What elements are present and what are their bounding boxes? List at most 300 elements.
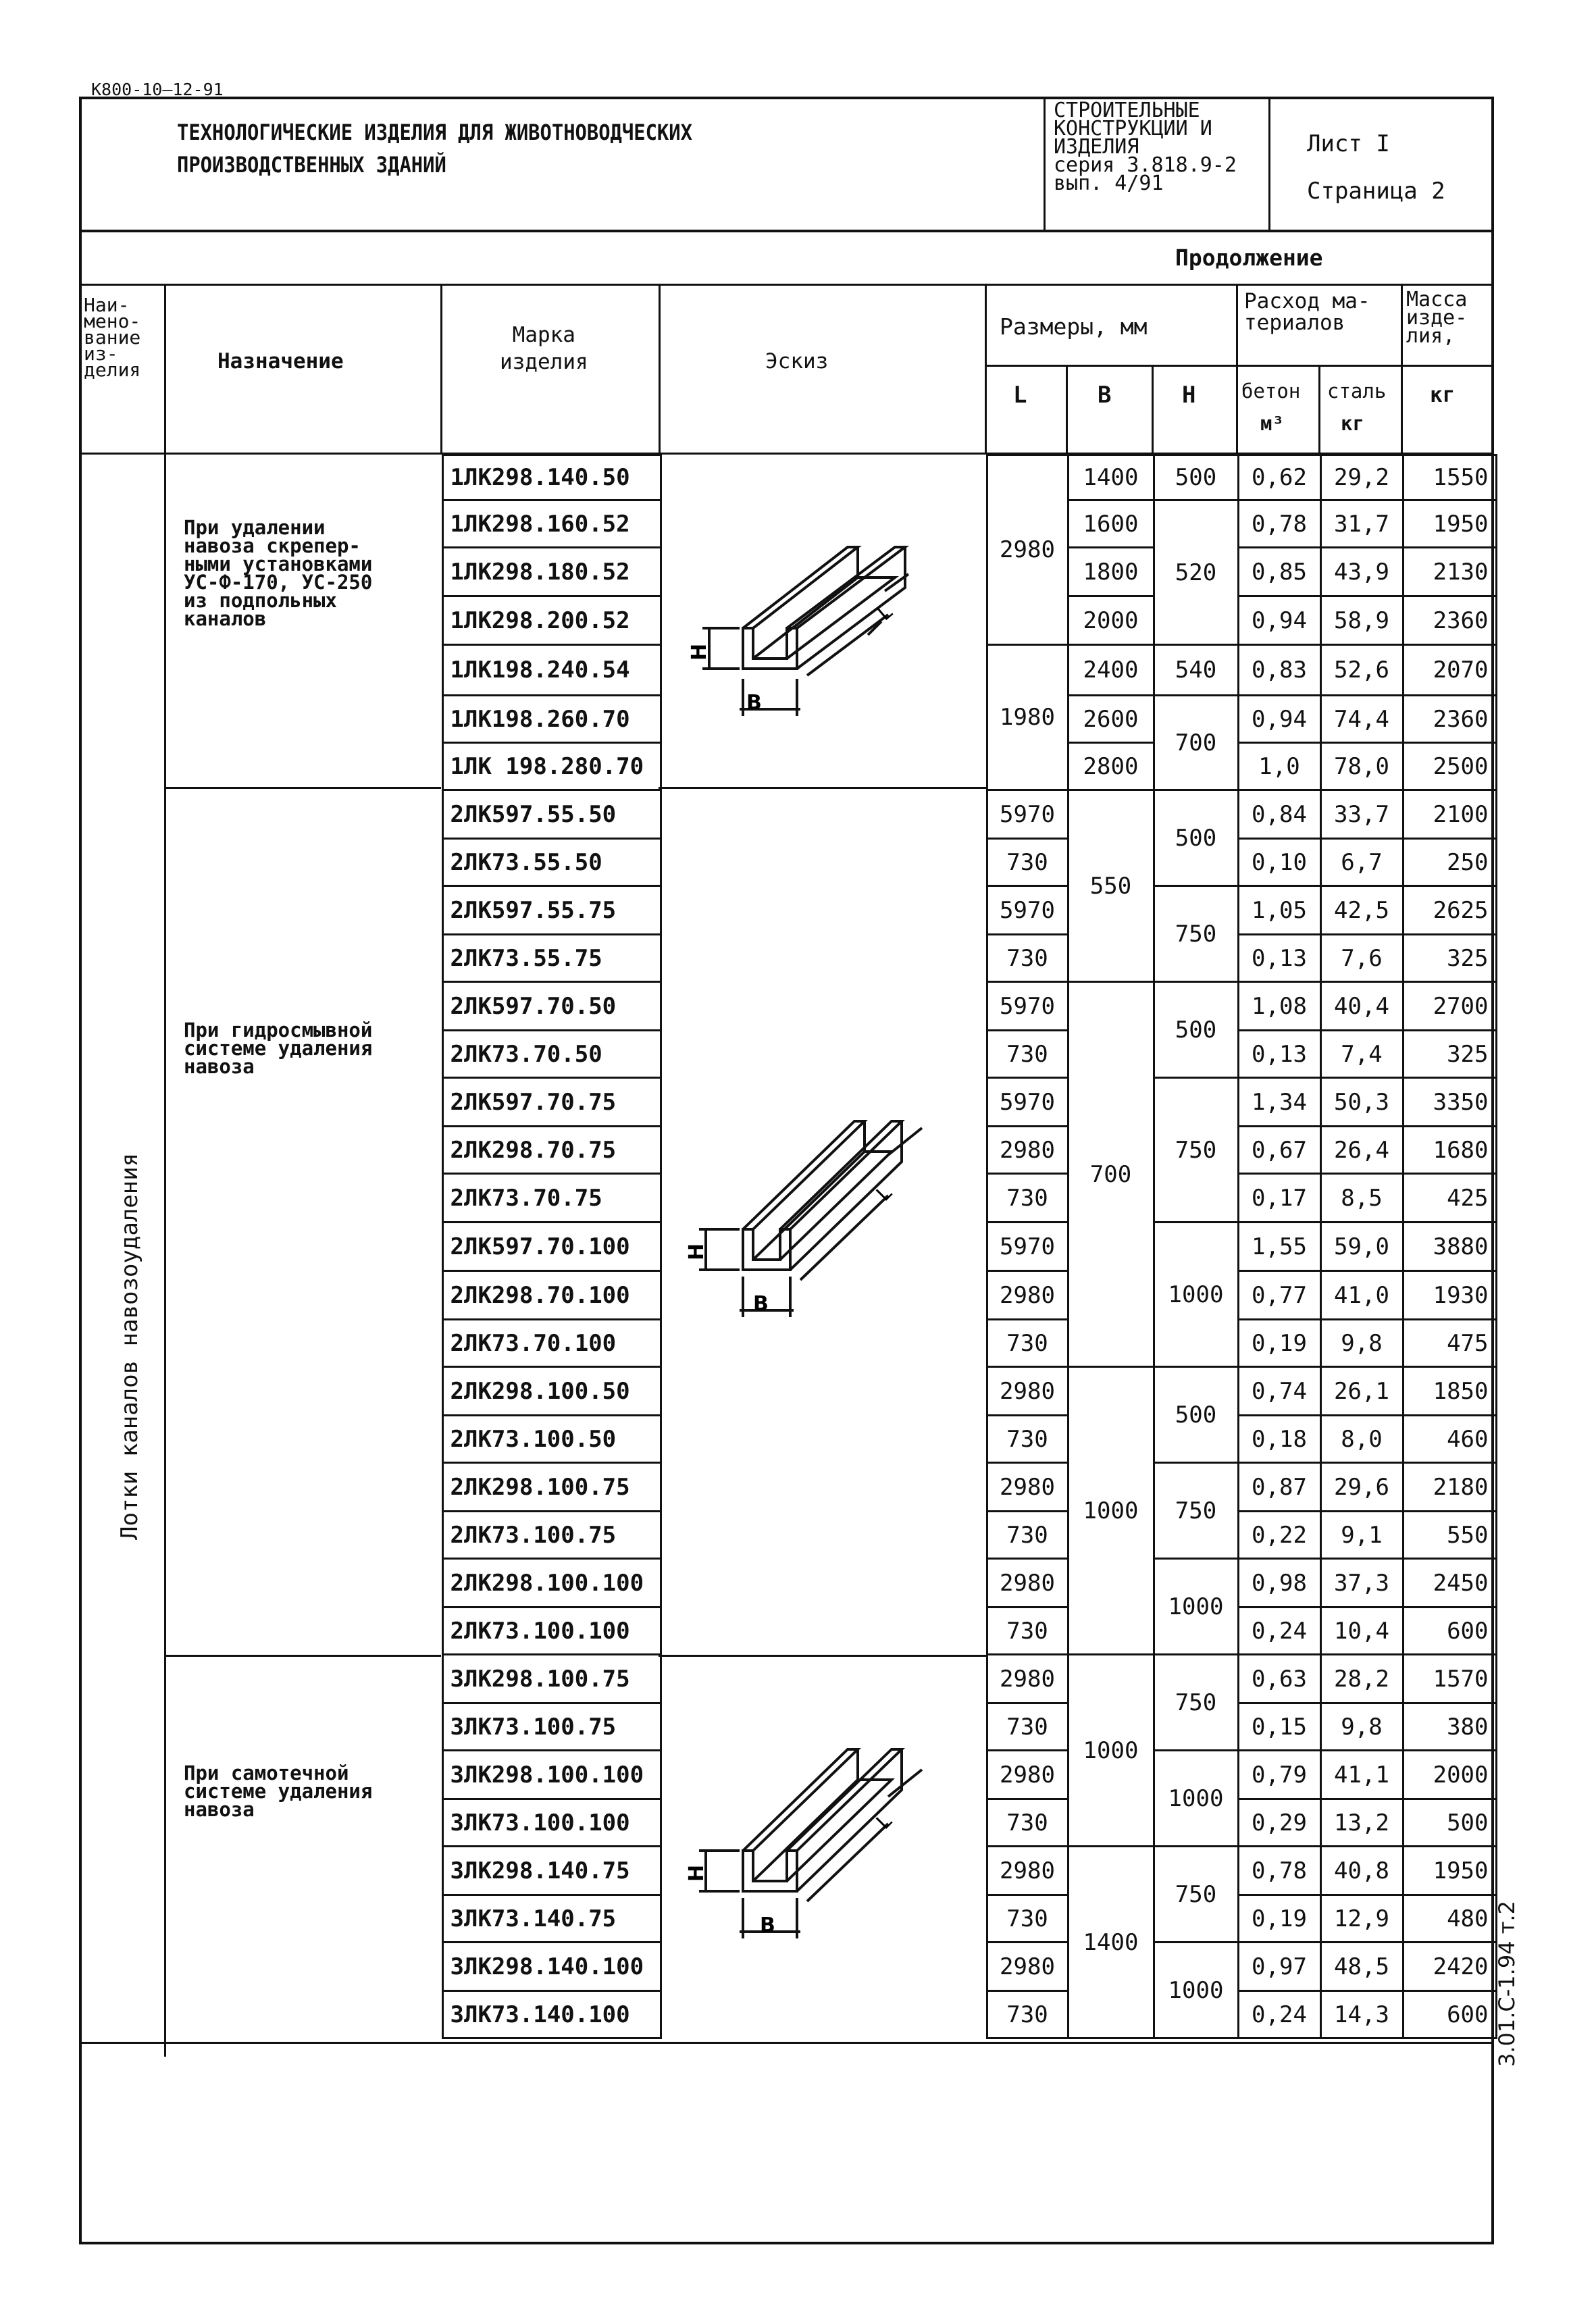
steel-cell: 41,1 — [1320, 1751, 1403, 1799]
mark-cell: 3ЛК73.140.100 — [442, 1991, 661, 2038]
header-text: Марка — [512, 323, 575, 347]
purpose-cell — [165, 743, 442, 790]
header-text: мено- — [84, 310, 141, 332]
steel-cell: 12,9 — [1320, 1895, 1403, 1943]
table-bottom-line — [79, 2042, 1494, 2044]
trough-sketch-3 — [665, 1729, 983, 1959]
header-text: бетон — [1241, 380, 1301, 403]
mass-cell: 2100 — [1403, 790, 1496, 839]
table-row — [165, 1416, 1496, 1463]
issue-number: вып. 4/91 — [1054, 172, 1164, 195]
mark-cell: 1ЛК 198.280.70 — [442, 743, 661, 790]
item-name: Лотки каналов навозоудаления — [116, 1152, 143, 1540]
mass-cell: 550 — [1403, 1512, 1496, 1559]
purpose-cell — [165, 1174, 442, 1223]
size-H-cell: 1000 — [1154, 1943, 1238, 2038]
purpose-cell — [165, 1223, 442, 1271]
size-L-cell: 730 — [987, 1991, 1068, 2038]
purpose-cell — [165, 596, 442, 645]
mark-cell: 2ЛК298.70.75 — [442, 1127, 661, 1174]
header-B: B — [1098, 382, 1112, 409]
size-L-cell: 730 — [987, 1031, 1068, 1078]
purpose-line: ными установками — [184, 552, 373, 575]
purpose-line: навоза скрепер- — [184, 534, 361, 557]
continuation-label: Продолжение — [1175, 245, 1323, 271]
concrete-cell: 0,94 — [1238, 696, 1320, 743]
table-row — [165, 1608, 1496, 1655]
steel-cell: 43,9 — [1320, 548, 1403, 596]
purpose-cell — [165, 1847, 442, 1895]
purpose-cell — [165, 839, 442, 886]
document-title — [177, 116, 692, 181]
header-sketch: Эскиз — [765, 349, 829, 374]
concrete-cell: 0,19 — [1238, 1320, 1320, 1367]
steel-cell: 26,1 — [1320, 1367, 1403, 1416]
title-line: ПРОИЗВОДСТВЕННЫХ ЗДАНИЙ — [177, 152, 446, 178]
size-B-cell: 1000 — [1068, 1655, 1154, 1847]
sketch-cell — [661, 1991, 987, 2038]
size-H-cell: 750 — [1154, 1463, 1238, 1559]
size-B-cell: 700 — [1068, 982, 1154, 1367]
col-line — [1401, 284, 1403, 454]
mark-cell: 2ЛК73.100.100 — [442, 1608, 661, 1655]
concrete-cell: 0,15 — [1238, 1703, 1320, 1751]
size-B-cell: 2600 — [1068, 696, 1154, 743]
size-H-cell: 750 — [1154, 1078, 1238, 1223]
table-row — [165, 790, 1496, 839]
mark-cell: 1ЛК298.160.52 — [442, 500, 661, 548]
header-text: сталь — [1327, 380, 1387, 403]
header-text: Расход ма- — [1244, 289, 1370, 313]
steel-cell: 33,7 — [1320, 790, 1403, 839]
steel-cell: 41,0 — [1320, 1271, 1403, 1320]
size-L-cell: 2980 — [987, 1367, 1068, 1416]
table-row — [165, 1367, 1496, 1416]
sketch-label-L: L — [873, 600, 897, 626]
size-B-cell: 1000 — [1068, 1367, 1154, 1655]
steel-cell: 50,3 — [1320, 1078, 1403, 1127]
table-row — [165, 1655, 1496, 1703]
size-B-cell: 1400 — [1068, 1847, 1154, 2038]
table-row — [165, 1463, 1496, 1512]
purpose-cell — [165, 982, 442, 1031]
table-row — [165, 886, 1496, 935]
steel-cell: 8,0 — [1320, 1416, 1403, 1463]
concrete-cell: 0,67 — [1238, 1127, 1320, 1174]
sketch-label-L: L — [871, 1181, 897, 1206]
mass-cell: 2180 — [1403, 1463, 1496, 1512]
purpose-line: При самотечной — [184, 1762, 349, 1784]
purpose-cell — [165, 1512, 442, 1559]
header-text: териалов — [1244, 311, 1345, 335]
mass-cell: 325 — [1403, 935, 1496, 982]
concrete-cell: 0,22 — [1238, 1512, 1320, 1559]
concrete-cell: 0,24 — [1238, 1991, 1320, 2038]
mark-cell: 2ЛК597.70.75 — [442, 1078, 661, 1127]
mass-cell: 325 — [1403, 1031, 1496, 1078]
concrete-cell: 0,10 — [1238, 839, 1320, 886]
header-text: м³ — [1260, 412, 1284, 435]
series-number: серия 3.818.9-2 — [1054, 153, 1237, 177]
steel-cell: 29,2 — [1320, 455, 1403, 500]
size-L-cell: 730 — [987, 1416, 1068, 1463]
concrete-cell: 1,05 — [1238, 886, 1320, 935]
concrete-cell: 0,17 — [1238, 1174, 1320, 1223]
size-B-cell: 2000 — [1068, 596, 1154, 645]
purpose-cell — [165, 548, 442, 596]
subheader-line — [985, 365, 1494, 367]
sketch-label-L: L — [871, 1809, 897, 1834]
size-L-cell: 5970 — [987, 982, 1068, 1031]
col-line — [1318, 365, 1320, 454]
purpose-cell — [165, 1271, 442, 1320]
header-divider — [1044, 97, 1046, 232]
concrete-cell: 0,87 — [1238, 1463, 1320, 1512]
header-name — [84, 294, 141, 381]
header-text: делия — [84, 359, 141, 381]
size-L-cell: 730 — [987, 935, 1068, 982]
steel-cell: 28,2 — [1320, 1655, 1403, 1703]
concrete-cell: 0,63 — [1238, 1655, 1320, 1703]
size-L-cell: 2980 — [987, 455, 1068, 645]
purpose-line: из подпольных — [184, 589, 337, 612]
steel-cell: 7,4 — [1320, 1031, 1403, 1078]
size-H-cell: 700 — [1154, 696, 1238, 790]
col-line — [659, 284, 661, 454]
purpose-cell — [165, 790, 442, 839]
table-row — [165, 1559, 1496, 1608]
concrete-cell: 0,18 — [1238, 1416, 1320, 1463]
steel-cell: 42,5 — [1320, 886, 1403, 935]
steel-cell: 58,9 — [1320, 596, 1403, 645]
mass-cell: 600 — [1403, 1991, 1496, 2038]
col-line — [440, 284, 442, 454]
steel-cell: 52,6 — [1320, 645, 1403, 696]
purpose-line: системе удаления — [184, 1780, 373, 1803]
purpose-cell — [165, 1655, 442, 1703]
mark-cell: 2ЛК73.70.100 — [442, 1320, 661, 1367]
purpose-line: системе удаления — [184, 1037, 373, 1060]
purpose-line: навоза — [184, 1055, 255, 1078]
mark-cell: 1ЛК298.180.52 — [442, 548, 661, 596]
size-L-cell: 730 — [987, 1799, 1068, 1847]
steel-cell: 48,5 — [1320, 1943, 1403, 1991]
size-L-cell: 730 — [987, 1895, 1068, 1943]
steel-cell: 14,3 — [1320, 1991, 1403, 2038]
mark-cell: 2ЛК73.100.75 — [442, 1512, 661, 1559]
purpose-cell — [165, 500, 442, 548]
steel-cell: 8,5 — [1320, 1174, 1403, 1223]
sketch-label-B: B — [760, 1913, 775, 1937]
header-text: лия, — [1406, 324, 1456, 348]
purpose-cell — [165, 696, 442, 743]
steel-cell: 6,7 — [1320, 839, 1403, 886]
sketch-label-H: H — [688, 643, 711, 661]
mass-cell: 2700 — [1403, 982, 1496, 1031]
mark-cell: 3ЛК298.140.100 — [442, 1943, 661, 1991]
header-text: Масса — [1406, 288, 1468, 311]
sketch-cell — [661, 886, 987, 935]
purpose-cell — [165, 1127, 442, 1174]
header-text: изделия — [500, 350, 588, 374]
steel-cell: 9,8 — [1320, 1703, 1403, 1751]
mass-cell: 1550 — [1403, 455, 1496, 500]
purpose-cell — [165, 1799, 442, 1847]
table-row — [165, 1031, 1496, 1078]
size-L-cell: 730 — [987, 1174, 1068, 1223]
size-L-cell: 2980 — [987, 1127, 1068, 1174]
size-L-cell: 730 — [987, 1703, 1068, 1751]
purpose-cell — [165, 1703, 442, 1751]
header-mass — [1406, 288, 1468, 348]
size-B-cell: 1800 — [1068, 548, 1154, 596]
steel-cell: 40,4 — [1320, 982, 1403, 1031]
size-B-cell: 2800 — [1068, 743, 1154, 790]
concrete-cell: 0,19 — [1238, 1895, 1320, 1943]
mass-cell: 1850 — [1403, 1367, 1496, 1416]
mass-cell: 460 — [1403, 1416, 1496, 1463]
mass-cell: 2360 — [1403, 696, 1496, 743]
size-H-cell: 500 — [1154, 982, 1238, 1078]
table-row — [165, 982, 1496, 1031]
title-line: ТЕХНОЛОГИЧЕСКИЕ ИЗДЕЛИЯ ДЛЯ ЖИВОТНОВОДЧЕСКИХ — [177, 120, 692, 145]
purpose-cell — [165, 886, 442, 935]
sketch-label-B: B — [746, 691, 762, 715]
size-H-cell: 750 — [1154, 1847, 1238, 1943]
mark-cell: 2ЛК597.70.50 — [442, 982, 661, 1031]
header-mass-unit: кг — [1430, 383, 1456, 407]
size-B-cell: 1400 — [1068, 455, 1154, 500]
concrete-cell: 0,84 — [1238, 790, 1320, 839]
series-line: ИЗДЕЛИЯ — [1054, 135, 1139, 159]
header-text: изде- — [1406, 306, 1468, 330]
concrete-cell: 0,97 — [1238, 1943, 1320, 1991]
mark-cell: 2ЛК73.100.50 — [442, 1416, 661, 1463]
size-L-cell: 2980 — [987, 1271, 1068, 1320]
sketch-cell — [661, 982, 987, 1031]
header-concrete — [1241, 375, 1300, 440]
mass-cell: 1930 — [1403, 1271, 1496, 1320]
size-H-cell: 750 — [1154, 1655, 1238, 1751]
table-row — [165, 839, 1496, 886]
side-code: 3.01.С-1.94 т.2 — [1494, 1901, 1520, 2067]
concrete-cell: 0,62 — [1238, 455, 1320, 500]
steel-cell: 40,8 — [1320, 1847, 1403, 1895]
steel-cell: 7,6 — [1320, 935, 1403, 982]
mass-cell: 475 — [1403, 1320, 1496, 1367]
table-row — [165, 743, 1496, 790]
size-L-cell: 730 — [987, 1512, 1068, 1559]
concrete-cell: 0,77 — [1238, 1271, 1320, 1320]
mass-cell: 250 — [1403, 839, 1496, 886]
sketch-cell — [661, 935, 987, 982]
sketch-cell — [661, 1559, 987, 1608]
steel-cell: 29,6 — [1320, 1463, 1403, 1512]
mass-cell: 3350 — [1403, 1078, 1496, 1127]
size-H-cell: 520 — [1154, 500, 1238, 645]
concrete-cell: 0,85 — [1238, 548, 1320, 596]
page-number: Страница 2 — [1307, 178, 1445, 205]
mark-cell: 1ЛК298.200.52 — [442, 596, 661, 645]
mass-cell: 2130 — [1403, 548, 1496, 596]
table-row — [165, 455, 1496, 500]
mark-cell: 3ЛК298.140.75 — [442, 1847, 661, 1895]
size-L-cell: 730 — [987, 839, 1068, 886]
sketch-cell — [661, 1416, 987, 1463]
sheet-number: Лист I — [1307, 130, 1390, 157]
sheet-info — [1307, 120, 1445, 215]
purpose-cell — [165, 1895, 442, 1943]
mass-cell: 2000 — [1403, 1751, 1496, 1799]
mark-cell: 2ЛК298.100.100 — [442, 1559, 661, 1608]
purpose-cell — [165, 1078, 442, 1127]
table-row — [165, 935, 1496, 982]
mass-cell: 380 — [1403, 1703, 1496, 1751]
steel-cell: 26,4 — [1320, 1127, 1403, 1174]
mass-cell: 2070 — [1403, 645, 1496, 696]
size-L-cell: 730 — [987, 1608, 1068, 1655]
mark-cell: 2ЛК597.70.100 — [442, 1223, 661, 1271]
mass-cell: 2420 — [1403, 1943, 1496, 1991]
steel-cell: 9,8 — [1320, 1320, 1403, 1367]
sketch-cell — [661, 1031, 987, 1078]
header-materials — [1244, 290, 1370, 334]
size-H-cell: 1000 — [1154, 1751, 1238, 1847]
mark-cell: 3ЛК73.100.75 — [442, 1703, 661, 1751]
purpose-cell — [165, 1991, 442, 2038]
mark-cell: 2ЛК298.100.50 — [442, 1367, 661, 1416]
mark-cell: 3ЛК73.100.100 — [442, 1799, 661, 1847]
sketch-cell — [661, 455, 987, 500]
steel-cell: 37,3 — [1320, 1559, 1403, 1608]
concrete-cell: 0,79 — [1238, 1751, 1320, 1799]
concrete-cell: 1,08 — [1238, 982, 1320, 1031]
mark-cell: 3ЛК73.140.75 — [442, 1895, 661, 1943]
col-line — [1152, 365, 1154, 454]
purpose-cell — [165, 1943, 442, 1991]
mass-cell: 1680 — [1403, 1127, 1496, 1174]
steel-cell: 59,0 — [1320, 1223, 1403, 1271]
sketch-cell — [661, 1463, 987, 1512]
size-B-cell: 2400 — [1068, 645, 1154, 696]
mass-cell: 1950 — [1403, 500, 1496, 548]
concrete-cell: 0,29 — [1238, 1799, 1320, 1847]
mark-cell: 2ЛК73.70.75 — [442, 1174, 661, 1223]
mass-cell: 2360 — [1403, 596, 1496, 645]
table-row — [165, 1512, 1496, 1559]
col-line — [1236, 284, 1238, 454]
mass-cell: 2625 — [1403, 886, 1496, 935]
size-L-cell: 2980 — [987, 1463, 1068, 1512]
sketch-cell — [661, 1512, 987, 1559]
size-L-cell: 2980 — [987, 1847, 1068, 1895]
header-text: кг — [1341, 412, 1364, 435]
header-text: вание — [84, 326, 141, 349]
trough-sketch-2 — [665, 1101, 983, 1344]
concrete-cell: 0,98 — [1238, 1559, 1320, 1608]
size-L-cell: 5970 — [987, 1078, 1068, 1127]
steel-cell: 78,0 — [1320, 743, 1403, 790]
mass-cell: 500 — [1403, 1799, 1496, 1847]
series-block — [1054, 99, 1270, 195]
header-text: из- — [84, 342, 118, 365]
sketch-cell — [661, 743, 987, 790]
size-H-cell: 750 — [1154, 886, 1238, 982]
purpose-line: При гидросмывной — [184, 1019, 373, 1042]
mark-cell: 1ЛК198.260.70 — [442, 696, 661, 743]
concrete-cell: 1,0 — [1238, 743, 1320, 790]
purpose-cell — [165, 1416, 442, 1463]
size-L-cell: 2980 — [987, 1751, 1068, 1799]
header-L: L — [1013, 382, 1027, 409]
sketch-label-H: H — [685, 1243, 709, 1260]
sketch-label-B: B — [753, 1292, 769, 1316]
size-L-cell: 5970 — [987, 1223, 1068, 1271]
concrete-cell: 0,74 — [1238, 1367, 1320, 1416]
mass-cell: 2450 — [1403, 1559, 1496, 1608]
purpose-cell — [165, 645, 442, 696]
concrete-cell: 0,83 — [1238, 645, 1320, 696]
concrete-cell: 0,78 — [1238, 1847, 1320, 1895]
header-steel — [1327, 375, 1386, 440]
mark-cell: 2ЛК298.100.75 — [442, 1463, 661, 1512]
series-line: СТРОИТЕЛЬНЫЕ — [1054, 99, 1200, 122]
size-L-cell: 5970 — [987, 886, 1068, 935]
concrete-cell: 0,94 — [1238, 596, 1320, 645]
size-H-cell: 500 — [1154, 790, 1238, 886]
series-line: КОНСТРУКЦИИ И — [1054, 117, 1212, 140]
concrete-cell: 1,34 — [1238, 1078, 1320, 1127]
mark-cell: 3ЛК298.100.75 — [442, 1655, 661, 1703]
size-L-cell: 1980 — [987, 645, 1068, 790]
col-line — [1066, 365, 1068, 454]
mark-cell: 2ЛК597.55.75 — [442, 886, 661, 935]
size-H-cell: 500 — [1154, 1367, 1238, 1463]
purpose-cell — [165, 1463, 442, 1512]
size-H-cell: 1000 — [1154, 1559, 1238, 1655]
size-L-cell: 2980 — [987, 1559, 1068, 1608]
trough-sketch-1 — [665, 527, 983, 750]
steel-cell: 74,4 — [1320, 696, 1403, 743]
concrete-cell: 0,13 — [1238, 935, 1320, 982]
concrete-cell: 0,24 — [1238, 1608, 1320, 1655]
header-purpose: Назначение — [217, 349, 344, 374]
mark-cell: 2ЛК73.70.50 — [442, 1031, 661, 1078]
steel-cell: 13,2 — [1320, 1799, 1403, 1847]
sketch-cell — [661, 1655, 987, 1703]
size-H-cell: 500 — [1154, 455, 1238, 500]
steel-cell: 9,1 — [1320, 1512, 1403, 1559]
size-L-cell: 730 — [987, 1320, 1068, 1367]
mark-cell: 2ЛК73.55.75 — [442, 935, 661, 982]
size-H-cell: 1000 — [1154, 1223, 1238, 1367]
concrete-cell: 0,13 — [1238, 1031, 1320, 1078]
steel-cell: 31,7 — [1320, 500, 1403, 548]
mass-cell: 1570 — [1403, 1655, 1496, 1703]
purpose-cell — [165, 455, 442, 500]
size-H-cell: 540 — [1154, 645, 1238, 696]
purpose-cell — [165, 1559, 442, 1608]
header-H: H — [1182, 382, 1196, 409]
mark-cell: 2ЛК597.55.50 — [442, 790, 661, 839]
purpose-line: каналов — [184, 607, 267, 630]
concrete-cell: 0,78 — [1238, 500, 1320, 548]
size-L-cell: 2980 — [987, 1943, 1068, 1991]
mass-cell: 3880 — [1403, 1223, 1496, 1271]
purpose-line: При удалении — [184, 516, 326, 539]
header-mark — [500, 322, 588, 376]
sketch-label-H: H — [685, 1864, 709, 1882]
